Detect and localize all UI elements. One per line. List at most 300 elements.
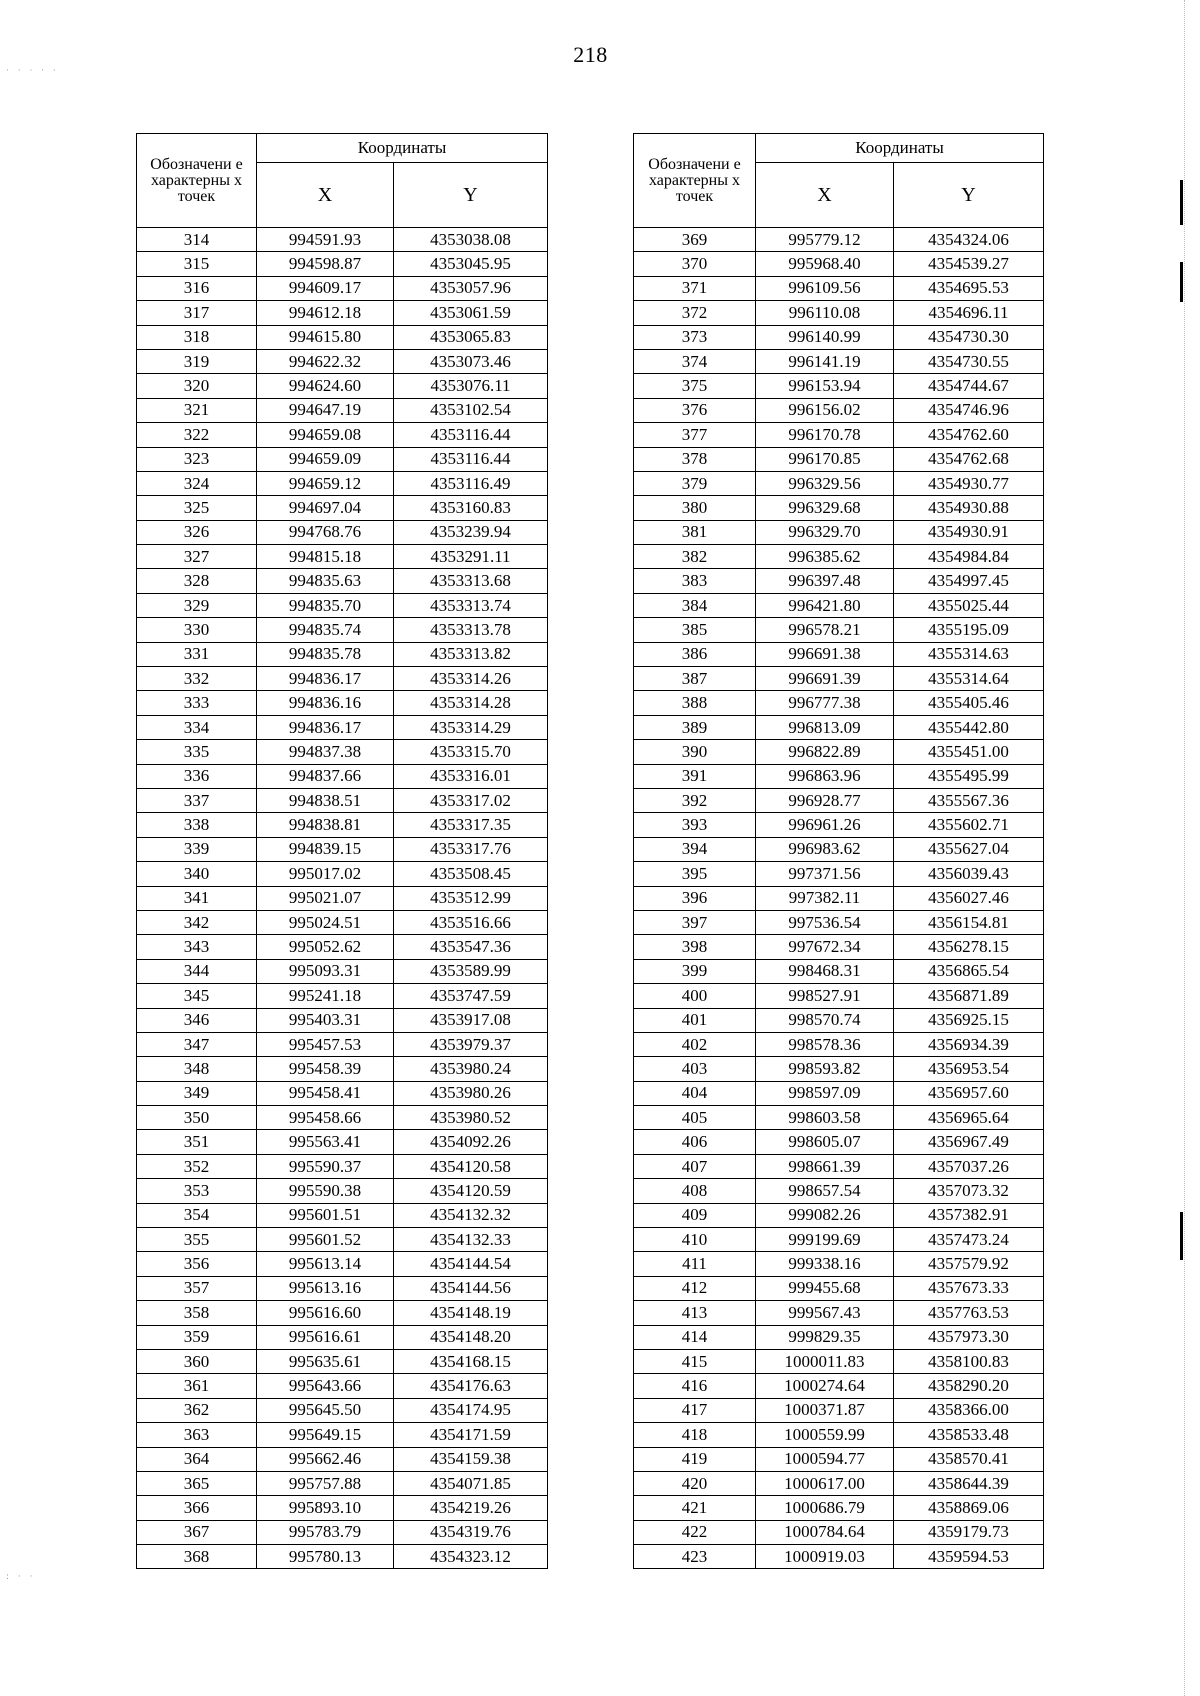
table-row: [634, 1106, 1044, 1130]
y-coordinate-cell: 4353116.44: [394, 447, 548, 471]
scan-specks: : · ·: [6, 1572, 36, 1582]
table-row: [634, 374, 1044, 398]
point-number-cell: 421: [634, 1496, 756, 1520]
header-designation: Обозначени е характерны х точек: [137, 134, 257, 228]
x-coordinate-cell: 995021.07: [257, 886, 394, 910]
x-coordinate-cell: 996385.62: [756, 545, 894, 569]
x-coordinate-cell: 994839.15: [257, 837, 394, 861]
x-coordinate-cell: 999338.16: [756, 1252, 894, 1276]
table-row: [137, 813, 548, 837]
table-row: [137, 667, 548, 691]
point-number-cell: 338: [137, 813, 257, 837]
x-coordinate-cell: 996140.99: [756, 325, 894, 349]
table-row: [137, 1520, 548, 1544]
table-row: [634, 471, 1044, 495]
y-coordinate-cell: 4357673.33: [894, 1276, 1044, 1300]
table-row: [137, 1106, 548, 1130]
table-row: [137, 1203, 548, 1227]
x-coordinate-cell: 996156.02: [756, 398, 894, 422]
table-row: [137, 1057, 548, 1081]
point-number-cell: 406: [634, 1130, 756, 1154]
table-row: [634, 545, 1044, 569]
y-coordinate-cell: 4353313.68: [394, 569, 548, 593]
table-row: [634, 593, 1044, 617]
table-row: [634, 1301, 1044, 1325]
point-number-cell: 360: [137, 1349, 257, 1373]
table-row: [137, 349, 548, 373]
x-coordinate-cell: 995457.53: [257, 1032, 394, 1056]
point-number-cell: 423: [634, 1545, 756, 1569]
y-coordinate-cell: 4353547.36: [394, 935, 548, 959]
x-coordinate-cell: 1000686.79: [756, 1496, 894, 1520]
point-number-cell: 363: [137, 1423, 257, 1447]
y-coordinate-cell: 4353508.45: [394, 862, 548, 886]
table-row: [137, 471, 548, 495]
y-coordinate-cell: 4356953.54: [894, 1057, 1044, 1081]
x-coordinate-cell: 998593.82: [756, 1057, 894, 1081]
table-row: [137, 1374, 548, 1398]
table-row: [137, 1471, 548, 1495]
x-coordinate-cell: 999829.35: [756, 1325, 894, 1349]
point-number-cell: 343: [137, 935, 257, 959]
x-coordinate-cell: 995590.37: [257, 1154, 394, 1178]
header-y: Y: [894, 163, 1044, 228]
point-number-cell: 324: [137, 471, 257, 495]
table-row: [137, 715, 548, 739]
y-coordinate-cell: 4355195.09: [894, 618, 1044, 642]
point-number-cell: 342: [137, 910, 257, 934]
x-coordinate-cell: 994647.19: [257, 398, 394, 422]
table-row: [137, 374, 548, 398]
y-coordinate-cell: 4359594.53: [894, 1545, 1044, 1569]
scan-edge-line: [1184, 0, 1186, 1696]
y-coordinate-cell: 4354762.60: [894, 423, 1044, 447]
table-row: [137, 569, 548, 593]
x-coordinate-cell: 994622.32: [257, 349, 394, 373]
point-number-cell: 404: [634, 1081, 756, 1105]
y-coordinate-cell: 4354746.96: [894, 398, 1044, 422]
y-coordinate-cell: 4353116.49: [394, 471, 548, 495]
y-coordinate-cell: 4354071.85: [394, 1471, 548, 1495]
table-row: [137, 593, 548, 617]
y-coordinate-cell: 4354984.84: [894, 545, 1044, 569]
point-number-cell: 316: [137, 276, 257, 300]
table-row: [137, 423, 548, 447]
table-row: [137, 447, 548, 471]
point-number-cell: 335: [137, 740, 257, 764]
y-coordinate-cell: 4353116.44: [394, 423, 548, 447]
point-number-cell: 340: [137, 862, 257, 886]
y-coordinate-cell: 4357473.24: [894, 1228, 1044, 1252]
x-coordinate-cell: 994659.09: [257, 447, 394, 471]
point-number-cell: 367: [137, 1520, 257, 1544]
y-coordinate-cell: 4356278.15: [894, 935, 1044, 959]
table-row: [634, 862, 1044, 886]
x-coordinate-cell: 996863.96: [756, 764, 894, 788]
x-coordinate-cell: 997536.54: [756, 910, 894, 934]
y-coordinate-cell: 4353316.01: [394, 764, 548, 788]
y-coordinate-cell: 4353512.99: [394, 886, 548, 910]
point-number-cell: 370: [634, 252, 756, 276]
point-number-cell: 381: [634, 520, 756, 544]
x-coordinate-cell: 994835.74: [257, 618, 394, 642]
point-number-cell: 418: [634, 1423, 756, 1447]
y-coordinate-cell: 4353980.26: [394, 1081, 548, 1105]
x-coordinate-cell: 995241.18: [257, 984, 394, 1008]
point-number-cell: 387: [634, 667, 756, 691]
table-row: [634, 1398, 1044, 1422]
point-number-cell: 377: [634, 423, 756, 447]
scan-artifact-mark: [1180, 262, 1183, 302]
y-coordinate-cell: 4354324.06: [894, 228, 1044, 252]
x-coordinate-cell: 998603.58: [756, 1106, 894, 1130]
y-coordinate-cell: 4353239.94: [394, 520, 548, 544]
y-coordinate-cell: 4354930.91: [894, 520, 1044, 544]
x-coordinate-cell: 996691.38: [756, 642, 894, 666]
x-coordinate-cell: 995563.41: [257, 1130, 394, 1154]
point-number-cell: 336: [137, 764, 257, 788]
point-number-cell: 401: [634, 1008, 756, 1032]
x-coordinate-cell: 996691.39: [756, 667, 894, 691]
point-number-cell: 320: [137, 374, 257, 398]
x-coordinate-cell: 1000919.03: [756, 1545, 894, 1569]
table-row: [634, 910, 1044, 934]
y-coordinate-cell: 4353313.78: [394, 618, 548, 642]
y-coordinate-cell: 4358869.06: [894, 1496, 1044, 1520]
y-coordinate-cell: 4354730.30: [894, 325, 1044, 349]
y-coordinate-cell: 4353589.99: [394, 959, 548, 983]
table-row: [137, 959, 548, 983]
y-coordinate-cell: 4357579.92: [894, 1252, 1044, 1276]
x-coordinate-cell: 998605.07: [756, 1130, 894, 1154]
y-coordinate-cell: 4354744.67: [894, 374, 1044, 398]
y-coordinate-cell: 4357037.26: [894, 1154, 1044, 1178]
x-coordinate-cell: 994598.87: [257, 252, 394, 276]
table-row: [137, 1130, 548, 1154]
x-coordinate-cell: 995645.50: [257, 1398, 394, 1422]
point-number-cell: 341: [137, 886, 257, 910]
y-coordinate-cell: 4354730.55: [894, 349, 1044, 373]
table-row: [137, 1545, 548, 1569]
y-coordinate-cell: 4354539.27: [894, 252, 1044, 276]
table-row: [634, 1423, 1044, 1447]
y-coordinate-cell: 4354762.68: [894, 447, 1044, 471]
point-number-cell: 395: [634, 862, 756, 886]
point-number-cell: 327: [137, 545, 257, 569]
y-coordinate-cell: 4355405.46: [894, 691, 1044, 715]
point-number-cell: 379: [634, 471, 756, 495]
point-number-cell: 382: [634, 545, 756, 569]
point-number-cell: 416: [634, 1374, 756, 1398]
table-row: [137, 1228, 548, 1252]
point-number-cell: 349: [137, 1081, 257, 1105]
x-coordinate-cell: 996777.38: [756, 691, 894, 715]
table-row: [634, 1008, 1044, 1032]
table-row: [634, 228, 1044, 252]
point-number-cell: 419: [634, 1447, 756, 1471]
point-number-cell: 398: [634, 935, 756, 959]
point-number-cell: 362: [137, 1398, 257, 1422]
y-coordinate-cell: 4356871.89: [894, 984, 1044, 1008]
point-number-cell: 345: [137, 984, 257, 1008]
y-coordinate-cell: 4355025.44: [894, 593, 1044, 617]
y-coordinate-cell: 4358570.41: [894, 1447, 1044, 1471]
point-number-cell: 334: [137, 715, 257, 739]
x-coordinate-cell: 996170.78: [756, 423, 894, 447]
table-row: [634, 740, 1044, 764]
y-coordinate-cell: 4353313.74: [394, 593, 548, 617]
table-row: [137, 1423, 548, 1447]
table-body-right: [634, 228, 1044, 1569]
point-number-cell: 356: [137, 1252, 257, 1276]
y-coordinate-cell: 4353314.29: [394, 715, 548, 739]
y-coordinate-cell: 4354148.19: [394, 1301, 548, 1325]
y-coordinate-cell: 4355495.99: [894, 764, 1044, 788]
y-coordinate-cell: 4356865.54: [894, 959, 1044, 983]
y-coordinate-cell: 4354930.88: [894, 496, 1044, 520]
scan-artifact-mark: [1180, 180, 1183, 225]
point-number-cell: 333: [137, 691, 257, 715]
y-coordinate-cell: 4356039.43: [894, 862, 1044, 886]
table-row: [137, 496, 548, 520]
y-coordinate-cell: 4357763.53: [894, 1301, 1044, 1325]
y-coordinate-cell: 4353315.70: [394, 740, 548, 764]
y-coordinate-cell: 4354319.76: [394, 1520, 548, 1544]
point-number-cell: 374: [634, 349, 756, 373]
point-number-cell: 403: [634, 1057, 756, 1081]
point-number-cell: 353: [137, 1179, 257, 1203]
y-coordinate-cell: 4354176.63: [394, 1374, 548, 1398]
point-number-cell: 339: [137, 837, 257, 861]
table-row: [634, 252, 1044, 276]
y-coordinate-cell: 4356154.81: [894, 910, 1044, 934]
table-row: [137, 1447, 548, 1471]
header-x: X: [257, 163, 394, 228]
table-row: [137, 545, 548, 569]
table-row: [634, 1203, 1044, 1227]
x-coordinate-cell: 995458.41: [257, 1081, 394, 1105]
table-row: [634, 349, 1044, 373]
point-number-cell: 364: [137, 1447, 257, 1471]
table-row: [137, 325, 548, 349]
table-row: [634, 667, 1044, 691]
x-coordinate-cell: 1000617.00: [756, 1471, 894, 1495]
point-number-cell: 383: [634, 569, 756, 593]
y-coordinate-cell: 4358533.48: [894, 1423, 1044, 1447]
x-coordinate-cell: 995968.40: [756, 252, 894, 276]
x-coordinate-cell: 995635.61: [257, 1349, 394, 1373]
point-number-cell: 337: [137, 788, 257, 812]
point-number-cell: 319: [137, 349, 257, 373]
point-number-cell: 346: [137, 1008, 257, 1032]
x-coordinate-cell: 997672.34: [756, 935, 894, 959]
x-coordinate-cell: 996961.26: [756, 813, 894, 837]
point-number-cell: 354: [137, 1203, 257, 1227]
x-coordinate-cell: 995093.31: [257, 959, 394, 983]
y-coordinate-cell: 4356934.39: [894, 1032, 1044, 1056]
x-coordinate-cell: 996109.56: [756, 276, 894, 300]
table-row: [634, 1252, 1044, 1276]
x-coordinate-cell: 994838.81: [257, 813, 394, 837]
table-body-left: [137, 228, 548, 1569]
y-coordinate-cell: 4353291.11: [394, 545, 548, 569]
x-coordinate-cell: 995403.31: [257, 1008, 394, 1032]
y-coordinate-cell: 4355314.64: [894, 667, 1044, 691]
table-row: [137, 1496, 548, 1520]
point-number-cell: 389: [634, 715, 756, 739]
y-coordinate-cell: 4353917.08: [394, 1008, 548, 1032]
x-coordinate-cell: 994836.17: [257, 667, 394, 691]
x-coordinate-cell: 996822.89: [756, 740, 894, 764]
x-coordinate-cell: 995052.62: [257, 935, 394, 959]
x-coordinate-cell: 997382.11: [756, 886, 894, 910]
x-coordinate-cell: 994837.66: [257, 764, 394, 788]
point-number-cell: 373: [634, 325, 756, 349]
table-row: [634, 1228, 1044, 1252]
x-coordinate-cell: 995613.14: [257, 1252, 394, 1276]
x-coordinate-cell: 996813.09: [756, 715, 894, 739]
point-number-cell: 417: [634, 1398, 756, 1422]
y-coordinate-cell: 4357973.30: [894, 1325, 1044, 1349]
header-x: X: [756, 163, 894, 228]
y-coordinate-cell: 4357073.32: [894, 1179, 1044, 1203]
table-row: [137, 910, 548, 934]
y-coordinate-cell: 4354695.53: [894, 276, 1044, 300]
x-coordinate-cell: 995649.15: [257, 1423, 394, 1447]
point-number-cell: 369: [634, 228, 756, 252]
y-coordinate-cell: 4354997.45: [894, 569, 1044, 593]
table-row: [137, 1276, 548, 1300]
table-row: [634, 1374, 1044, 1398]
table-row: [137, 398, 548, 422]
x-coordinate-cell: 1000784.64: [756, 1520, 894, 1544]
x-coordinate-cell: 994815.18: [257, 545, 394, 569]
x-coordinate-cell: 1000274.64: [756, 1374, 894, 1398]
x-coordinate-cell: 995590.38: [257, 1179, 394, 1203]
x-coordinate-cell: 995601.51: [257, 1203, 394, 1227]
y-coordinate-cell: 4353980.52: [394, 1106, 548, 1130]
point-number-cell: 366: [137, 1496, 257, 1520]
x-coordinate-cell: 996329.68: [756, 496, 894, 520]
x-coordinate-cell: 994835.70: [257, 593, 394, 617]
x-coordinate-cell: 999567.43: [756, 1301, 894, 1325]
x-coordinate-cell: 995458.39: [257, 1057, 394, 1081]
y-coordinate-cell: 4354696.11: [894, 301, 1044, 325]
table-row: [634, 1276, 1044, 1300]
x-coordinate-cell: 995613.16: [257, 1276, 394, 1300]
point-number-cell: 386: [634, 642, 756, 666]
table-row: [634, 886, 1044, 910]
y-coordinate-cell: 4353102.54: [394, 398, 548, 422]
point-number-cell: 376: [634, 398, 756, 422]
table-row: [137, 1154, 548, 1178]
table-row: [634, 325, 1044, 349]
y-coordinate-cell: 4355314.63: [894, 642, 1044, 666]
y-coordinate-cell: 4353160.83: [394, 496, 548, 520]
y-coordinate-cell: 4354132.33: [394, 1228, 548, 1252]
x-coordinate-cell: 998570.74: [756, 1008, 894, 1032]
y-coordinate-cell: 4354168.15: [394, 1349, 548, 1373]
table-row: [137, 788, 548, 812]
point-number-cell: 411: [634, 1252, 756, 1276]
x-coordinate-cell: 995783.79: [257, 1520, 394, 1544]
point-number-cell: 391: [634, 764, 756, 788]
point-number-cell: 405: [634, 1106, 756, 1130]
point-number-cell: 350: [137, 1106, 257, 1130]
y-coordinate-cell: 4354092.26: [394, 1130, 548, 1154]
x-coordinate-cell: 995893.10: [257, 1496, 394, 1520]
x-coordinate-cell: 997371.56: [756, 862, 894, 886]
point-number-cell: 326: [137, 520, 257, 544]
x-coordinate-cell: 995779.12: [756, 228, 894, 252]
table-row: [634, 447, 1044, 471]
coordinates-table-right: [633, 133, 1044, 1569]
y-coordinate-cell: 4353073.46: [394, 349, 548, 373]
table-row: [634, 569, 1044, 593]
x-coordinate-cell: 994835.63: [257, 569, 394, 593]
point-number-cell: 359: [137, 1325, 257, 1349]
point-number-cell: 397: [634, 910, 756, 934]
y-coordinate-cell: 4354144.56: [394, 1276, 548, 1300]
point-number-cell: 344: [137, 959, 257, 983]
table-row: [137, 740, 548, 764]
point-number-cell: 315: [137, 252, 257, 276]
y-coordinate-cell: 4353516.66: [394, 910, 548, 934]
y-coordinate-cell: 4356027.46: [894, 886, 1044, 910]
point-number-cell: 420: [634, 1471, 756, 1495]
x-coordinate-cell: 995616.61: [257, 1325, 394, 1349]
y-coordinate-cell: 4355442.80: [894, 715, 1044, 739]
table-row: [137, 1252, 548, 1276]
y-coordinate-cell: 4356957.60: [894, 1081, 1044, 1105]
table-row: [634, 1447, 1044, 1471]
y-coordinate-cell: 4353314.26: [394, 667, 548, 691]
y-coordinate-cell: 4353061.59: [394, 301, 548, 325]
x-coordinate-cell: 995757.88: [257, 1471, 394, 1495]
point-number-cell: 368: [137, 1545, 257, 1569]
table-row: [137, 886, 548, 910]
table-row: [137, 935, 548, 959]
table-row: [634, 496, 1044, 520]
table-row: [634, 398, 1044, 422]
y-coordinate-cell: 4358100.83: [894, 1349, 1044, 1373]
y-coordinate-cell: 4354144.54: [394, 1252, 548, 1276]
table-row: [634, 788, 1044, 812]
x-coordinate-cell: 996397.48: [756, 569, 894, 593]
y-coordinate-cell: 4355567.36: [894, 788, 1044, 812]
point-number-cell: 355: [137, 1228, 257, 1252]
point-number-cell: 347: [137, 1032, 257, 1056]
point-number-cell: 390: [634, 740, 756, 764]
point-number-cell: 371: [634, 276, 756, 300]
table-row: [634, 984, 1044, 1008]
x-coordinate-cell: 994697.04: [257, 496, 394, 520]
y-coordinate-cell: 4359179.73: [894, 1520, 1044, 1544]
table-row: [634, 1349, 1044, 1373]
table-row: [634, 1325, 1044, 1349]
x-coordinate-cell: 994836.16: [257, 691, 394, 715]
coordinates-table-left: [136, 133, 548, 1569]
point-number-cell: 399: [634, 959, 756, 983]
point-number-cell: 352: [137, 1154, 257, 1178]
table-row: [137, 1325, 548, 1349]
x-coordinate-cell: 994836.17: [257, 715, 394, 739]
table-row: [634, 301, 1044, 325]
table-row: [137, 1008, 548, 1032]
table-row: [634, 935, 1044, 959]
table-row: [634, 1179, 1044, 1203]
point-number-cell: 400: [634, 984, 756, 1008]
